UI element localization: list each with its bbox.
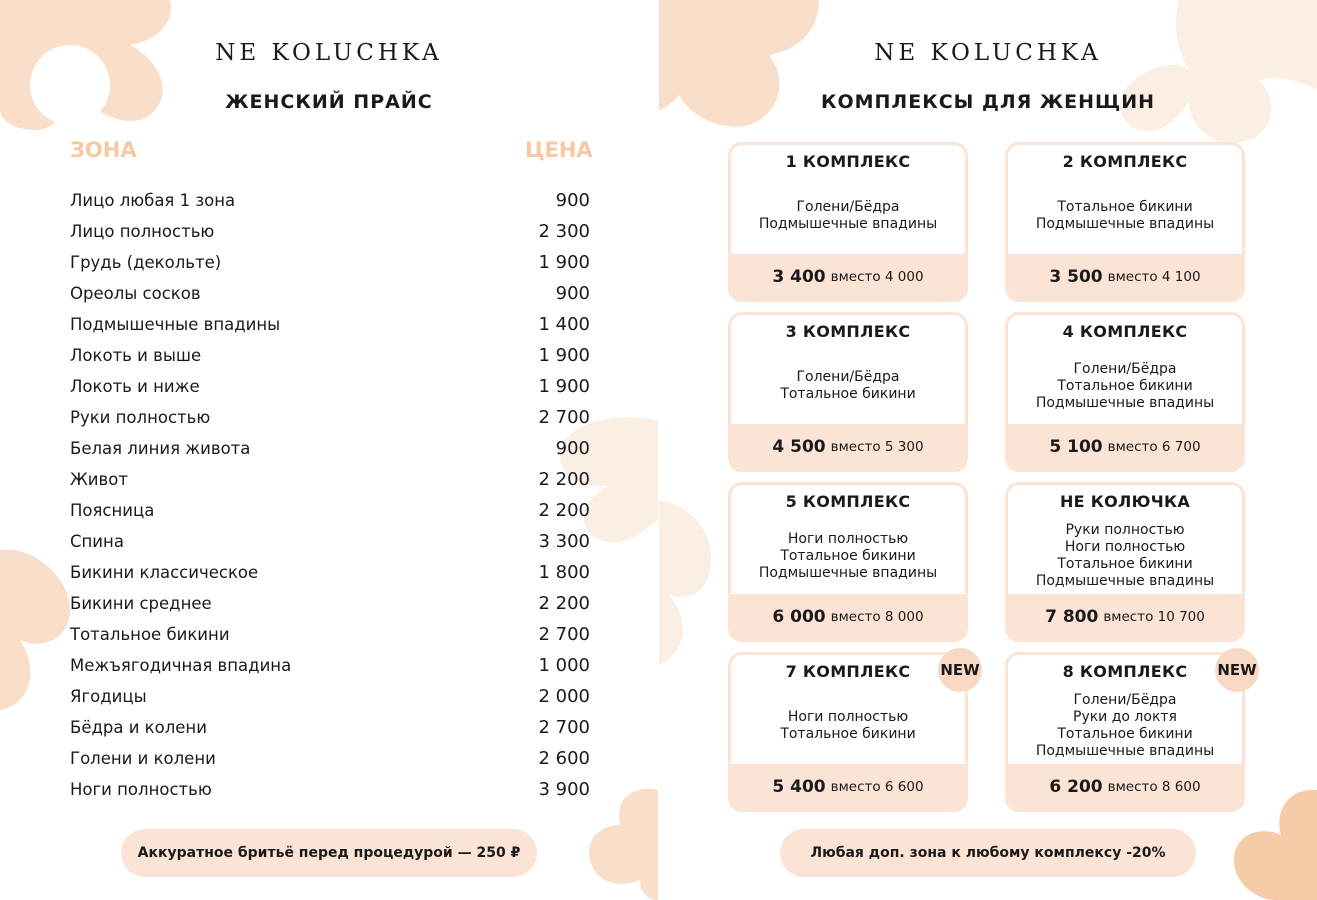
brand-logo: NE KOLUCHKA (874, 40, 1102, 66)
complex-old-price: вместо 6 700 (1107, 438, 1201, 455)
complex-zone-item: Подмышечные впадины (1035, 743, 1215, 759)
complex-price-bar (731, 424, 965, 469)
complex-price-bar (731, 254, 965, 299)
complex-zone-item: Тотальное бикини (780, 386, 916, 402)
complex-old-price: вместо 10 700 (1103, 608, 1205, 625)
complex-price-bar (1008, 594, 1242, 639)
complex-old-price: вместо 5 300 (830, 438, 924, 455)
zone-price: 2 200 (538, 593, 590, 614)
zone-name: Грудь (декольте) (70, 253, 222, 272)
complex-zone-item: Ноги полностью (1064, 539, 1186, 555)
zone-name: Голени и колени (70, 749, 216, 768)
new-badge: NEW (1215, 648, 1259, 692)
zone-name: Спина (70, 532, 124, 551)
price-row (70, 557, 590, 588)
complex-old-price: вместо 4 000 (830, 268, 924, 285)
complex-zone-item: Ноги полностью (787, 530, 909, 547)
zone-price: 2 300 (538, 221, 590, 242)
complex-zone-item: Тотальное бикини (1057, 556, 1193, 572)
zone-name: Бикини среднее (70, 594, 212, 613)
price-row (70, 402, 590, 433)
price-row (70, 526, 590, 557)
complex-card (1005, 142, 1245, 302)
brand-logo: NE KOLUCHKA (215, 40, 443, 66)
page-title: ЖЕНСКИЙ ПРАЙС (225, 91, 433, 113)
price-row (70, 278, 590, 309)
zone-price: 2 600 (538, 748, 590, 769)
complex-price: 6 200 (1049, 776, 1103, 797)
zone-name: Лицо полностью (70, 222, 215, 241)
complex-zone-item: Руки до локтя (1073, 709, 1177, 725)
zone-name: Лицо любая 1 зона (70, 191, 236, 210)
complex-price-bar (731, 764, 965, 809)
complex-zone-item: Голени/Бёдра (1073, 692, 1177, 708)
complex-zones (731, 687, 965, 765)
complex-zone-item: Подмышечные впадины (1035, 573, 1215, 589)
zone-name: Подмышечные впадины (70, 315, 281, 334)
complex-zones (1008, 347, 1242, 425)
complex-card (728, 312, 968, 472)
price-row (70, 185, 590, 216)
zone-price: 2 000 (538, 686, 590, 707)
complex-zones (731, 177, 965, 255)
zone-name: Бёдра и колени (70, 718, 207, 737)
complex-price-bar (1008, 424, 1242, 469)
complex-zone-item: Тотальное бикини (1057, 199, 1193, 215)
price-row (70, 650, 590, 681)
complex-card (1005, 482, 1245, 642)
complex-card (728, 482, 968, 642)
zone-price: 1 400 (538, 314, 590, 335)
zone-name: Ореолы сосков (70, 284, 201, 303)
complex-zone-item: Голени/Бёдра (1073, 360, 1177, 377)
shaving-note: Аккуратное бритьё перед процедурой — 250 ₽ (121, 829, 537, 877)
complex-zone-item: Ноги полностью (787, 709, 909, 725)
complex-card (1005, 652, 1245, 812)
complex-zone-item: Тотальное бикини (1057, 377, 1193, 394)
price-row (70, 588, 590, 619)
complex-title: 5 КОМПЛЕКС (785, 492, 911, 511)
zone-name: Бикини классическое (70, 563, 259, 582)
zone-price: 1 900 (538, 376, 590, 397)
complex-title: 3 КОМПЛЕКС (785, 322, 911, 341)
page-title: КОМПЛЕКСЫ ДЛЯ ЖЕНЩИН (820, 91, 1156, 113)
complex-price-bar (1008, 254, 1242, 299)
price-row (70, 309, 590, 340)
complex-price: 6 000 (772, 606, 826, 627)
zone-name: Локоть и выше (70, 346, 202, 365)
zone-price: 2 200 (538, 469, 590, 490)
zone-price: 3 300 (538, 531, 590, 552)
price-row (70, 371, 590, 402)
complex-zone-item: Тотальное бикини (1057, 726, 1193, 742)
complex-price: 7 800 (1045, 606, 1099, 627)
complex-page-women (659, 0, 1317, 900)
zone-price: 900 (555, 438, 590, 459)
zone-price: 3 900 (538, 779, 590, 800)
complex-old-price: вместо 8 600 (1107, 778, 1201, 795)
complex-zone-item: Тотальное бикини (780, 547, 916, 564)
complex-price: 5 400 (772, 776, 826, 797)
complex-zones (731, 517, 965, 595)
zone-name: Белая линия живота (70, 439, 251, 458)
zone-price: 2 700 (538, 407, 590, 428)
complex-old-price: вместо 4 100 (1107, 268, 1201, 285)
zone-name: Поясница (70, 501, 155, 520)
price-row (70, 712, 590, 743)
zone-name: Руки полностью (70, 408, 211, 427)
complex-old-price: вместо 8 000 (830, 608, 924, 625)
complex-zone-item: Подмышечные впадины (758, 216, 938, 232)
complex-zone-item: Голени/Бёдра (796, 369, 900, 385)
complex-zone-item: Голени/Бёдра (796, 199, 900, 215)
zone-price: 2 700 (538, 624, 590, 645)
zone-name: Ягодицы (70, 687, 147, 706)
price-row (70, 340, 590, 371)
complex-price: 3 500 (1049, 266, 1103, 287)
complex-card (1005, 312, 1245, 472)
complex-zones (1008, 687, 1242, 765)
complex-zones (1008, 177, 1242, 255)
extra-zone-discount-note: Любая доп. зона к любому комплексу -20% (780, 829, 1196, 877)
complex-price: 4 500 (772, 436, 826, 457)
complex-title: 2 КОМПЛЕКС (1062, 152, 1188, 171)
complex-card (728, 652, 968, 812)
complex-zones (731, 347, 965, 425)
price-row (70, 743, 590, 774)
zone-price: 1 800 (538, 562, 590, 583)
zone-name: Ноги полностью (70, 780, 212, 799)
complex-zone-item: Подмышечные впадины (758, 564, 938, 581)
column-header-price: ЦЕНА (525, 138, 593, 162)
complex-price-bar (1008, 764, 1242, 809)
price-row (70, 247, 590, 278)
complex-old-price: вместо 6 600 (830, 778, 924, 795)
price-list (70, 185, 590, 805)
new-badge: NEW (938, 648, 982, 692)
zone-name: Живот (70, 470, 128, 489)
complex-zone-item: Подмышечные впадины (1035, 394, 1215, 411)
complex-title: НЕ КОЛЮЧКА (1059, 492, 1191, 511)
zone-price: 1 900 (538, 345, 590, 366)
price-page-women (0, 0, 658, 900)
zone-price: 900 (555, 283, 590, 304)
price-row (70, 495, 590, 526)
column-header-zone: ЗОНА (70, 138, 137, 162)
complex-zones (1008, 517, 1242, 595)
complex-price: 3 400 (772, 266, 826, 287)
complex-title: 7 КОМПЛЕКС (785, 662, 911, 681)
zone-name: Тотальное бикини (70, 625, 230, 644)
complex-price-bar (731, 594, 965, 639)
complex-zone-item: Подмышечные впадины (1035, 216, 1215, 232)
price-row (70, 464, 590, 495)
zone-price: 2 200 (538, 500, 590, 521)
zone-name: Локоть и ниже (70, 377, 200, 396)
zone-name: Межъягодичная впадина (70, 656, 292, 675)
complex-zone-item: Тотальное бикини (780, 726, 916, 742)
complex-title: 4 КОМПЛЕКС (1062, 322, 1188, 341)
zone-price: 2 700 (538, 717, 590, 738)
zone-price: 900 (555, 190, 590, 211)
complex-price: 5 100 (1049, 436, 1103, 457)
zone-price: 1 900 (538, 252, 590, 273)
price-row (70, 433, 590, 464)
complex-zone-item: Руки полностью (1065, 522, 1185, 538)
zone-price: 1 000 (538, 655, 590, 676)
price-row (70, 774, 590, 805)
complex-card (728, 142, 968, 302)
price-row (70, 619, 590, 650)
complex-title: 8 КОМПЛЕКС (1062, 662, 1188, 681)
price-row (70, 681, 590, 712)
price-row (70, 216, 590, 247)
complex-title: 1 КОМПЛЕКС (785, 152, 911, 171)
